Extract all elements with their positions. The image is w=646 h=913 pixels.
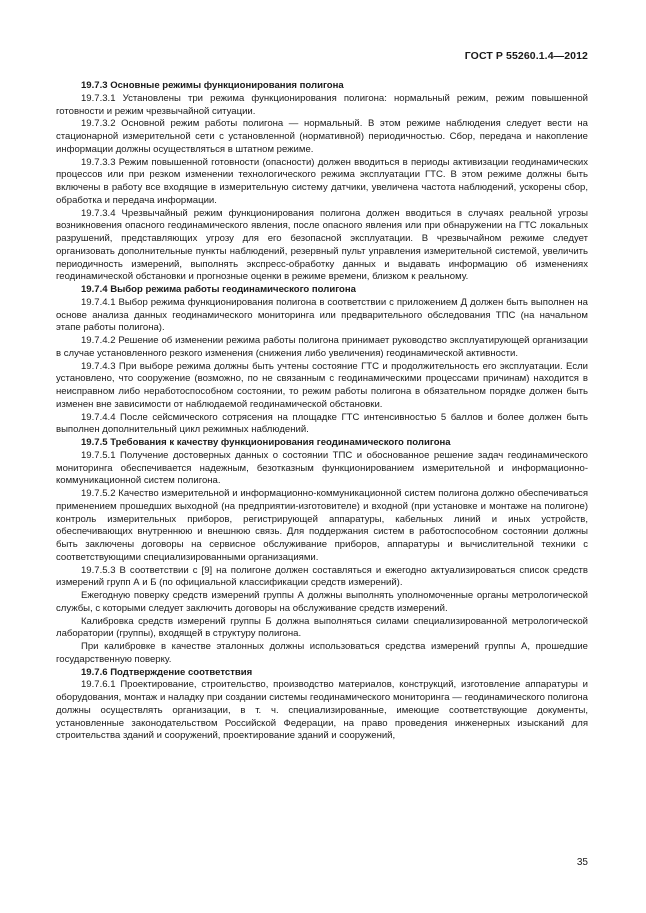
paragraph: 19.7.5.1 Получение достоверных данных о состоянии ТПС и обоснованное решение задач геодинамического мониторинга обеспечивается надежным, безотказным функционированием измерительной и информационно-коммуникационной систем полигона. xyxy=(56,449,588,487)
paragraph: 19.7.4.2 Решение об изменении режима работы полигона принимает руководство эксплуатирующей организации в случае установленного резкого изменения (снижения либо увеличения) геодинамической активности. xyxy=(56,335,588,359)
paragraph: При калибровке в качестве эталонных должны использоваться средства измерений группы А, прошедшие государственную поверку. xyxy=(56,641,588,665)
paragraph: 19.7.3.3 Режим повышенной готовности (опасности) должен вводиться в периоды активизации геодинамических процессов или при резком изменении технологического режима эксплуатации ГТС. В этом режиме должны быть включены в работу все входящие в измерительную систему датчики, увеличена частота наблюдений, ускорены сбор, обработка и передача информации. xyxy=(56,156,588,206)
paragraph: 19.7.4.1 Выбор режима функционирования полигона в соответствии с приложением Д должен быть выполнен на основе анализа данных геодинамического мониторинга или предварительного обследования ТПС (на начальном этапе работы полигона). xyxy=(56,296,588,334)
section-heading-19-7-6: 19.7.6 Подтверждение соответствия xyxy=(81,666,253,678)
paragraph: 19.7.4.3 При выборе режима должны быть учтены состояние ГТС и продолжительность его эксплуатации. Если установлено, что сооружение (возможно, по не связанным с геодинамическими процессами причинам) находится в неисправном либо неработоспособном состоянии, то режим работы полигона в обязательном порядке должен быть изменен вне зависимости от наблюдаемой геодинамической обстановки. xyxy=(56,360,588,410)
paragraph: 19.7.6.1 Проектирование, строительство, производство материалов, конструкций, изготовление аппаратуры и оборудования, монтаж и наладку при создании системы геодинамического мониторинга — геодинамического полигона должны осуществлять организации, в т. ч. специализированные, имеющие соответствующие документы, установленные законодательством Российской Федерации, на право проведения инженерных изысканий для строительства зданий и сооружений, проектирование зданий и сооружений, xyxy=(56,679,588,742)
paragraph: 19.7.3.4 Чрезвычайный режим функционирования полигона должен вводиться в случаях реальной угрозы возникновения опасного геодинамического явления, после опасного явления или при обнаружении на ГТС локальных разрушений, представляющих угрозу для его безопасной эксплуатации. В чрезвычайном режиме следует организовать дополнительные пункты наблюдений, резервный пульт управления измерительной системой, увеличить периодичность измерений, выполнять экспресс-обработку данных и выдавать информацию об изменениях геодинамической обстановки и прогнозные оценки в режиме времени, близком к реальному. xyxy=(56,207,588,283)
paragraph: Ежегодную поверку средств измерений группы А должны выполнять уполномоченные органы метрологической службы, с которыми следует заключить договоры на обслуживание средств измерений. xyxy=(56,590,588,614)
paragraph: 19.7.3.1 Установлены три режима функционирования полигона: нормальный режим, режим повышенной готовности и режим чрезвычайной ситуации. xyxy=(56,92,588,117)
page-number: 35 xyxy=(576,857,588,868)
paragraph: 19.7.5.2 Качество измерительной и информационно-коммуникационной систем полигона должно обеспечиваться применением прошедших выходной (на предприятии-изготовителе) и входной (при установке и монтаже на полигоне) контроль измерительных приборов, регистрирующей аппаратуры, кабельных линий и иных устройств, обеспечивающих внутреннюю и внешнюю связь. Для поддержания систем в работоспособном состоянии должны быть заключены договоры на сервисное обслуживание приборов, аппаратуры и вычислительной техники с соответствующими специализированными организациями. xyxy=(56,488,588,563)
section-heading-19-7-5: 19.7.5 Требования к качеству функционирования геодинамического полигона xyxy=(81,437,451,448)
paragraph: 19.7.5.3 В соответствии с [9] на полигоне должен составляться и ежегодно актуализироваться список средств измерений групп А и Б (по официальной классификации средств измерений). xyxy=(56,564,588,589)
standard-header: ГОСТ Р 55260.1.4—2012 xyxy=(464,50,588,62)
paragraph: Калибровка средств измерений группы Б должна выполняться силами специализированной метрологической лаборатории (группы), входящей в структуру полигона. xyxy=(56,615,588,640)
section-heading-19-7-3: 19.7.3 Основные режимы функционирования полигона xyxy=(81,80,344,91)
document-body xyxy=(56,80,588,743)
paragraph: 19.7.4.4 После сейсмического сотрясения на площадке ГТС интенсивностью 5 баллов и более должен быть выполнен дополнительный цикл режимных наблюдений. xyxy=(56,411,588,436)
section-heading-19-7-4: 19.7.4 Выбор режима работы геодинамического полигона xyxy=(81,284,356,295)
paragraph: 19.7.3.2 Основной режим работы полигона — нормальный. В этом режиме наблюдения следует вести на стационарной измерительной сети с установленной (нормативной) периодичностью. Сбор, передача и накопление информации должны осуществляться в штатном режиме. xyxy=(56,118,588,155)
